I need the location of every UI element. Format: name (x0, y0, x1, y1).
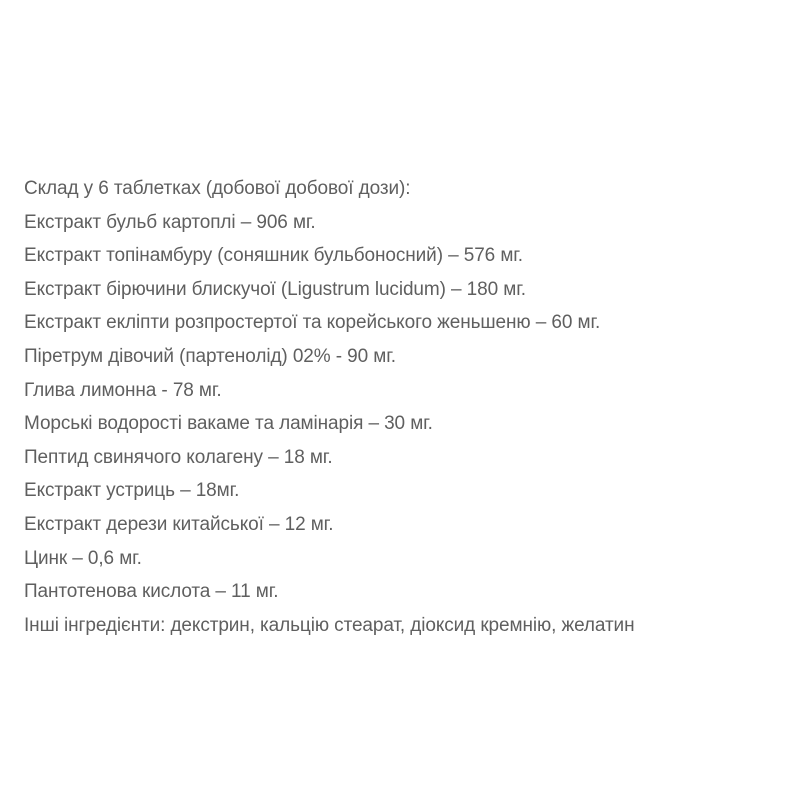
ingredient-line: Пантотенова кислота – 11 мг. (24, 581, 279, 603)
ingredient-line: Піретрум дівочий (партенолід) 02% - 90 мг. (24, 345, 396, 367)
other-ingredients-line: Інші інгредієнти: декстрин, кальцію стеарат, діоксид кремнію, желатин (24, 614, 635, 636)
ingredient-line: Екстракт дерези китайської – 12 мг. (24, 513, 334, 535)
ingredient-line: Пептид свинячого колагену – 18 мг. (24, 446, 333, 468)
ingredient-line: Цинк – 0,6 мг. (24, 547, 142, 569)
composition-heading: Склад у 6 таблетках (добової добової дози): (24, 178, 411, 199)
ingredient-line: Екстракт устриць – 18мг. (24, 480, 240, 502)
ingredient-line: Екстракт бірючини блискучої (Ligustrum lucidum) – 180 мг. (24, 278, 526, 300)
ingredient-line: Глива лимонна - 78 мг. (24, 379, 222, 401)
ingredient-line: Морські водорості вакаме та ламінарія – 30 мг. (24, 413, 433, 435)
composition-list (24, 172, 794, 642)
ingredient-line: Екстракт бульб картоплі – 906 мг. (24, 211, 316, 233)
ingredient-line: Екстракт топінамбуру (соняшник бульбоносний) – 576 мг. (24, 245, 523, 267)
ingredient-line: Екстракт екліпти розпростертої та корейського женьшеню – 60 мг. (24, 312, 601, 334)
